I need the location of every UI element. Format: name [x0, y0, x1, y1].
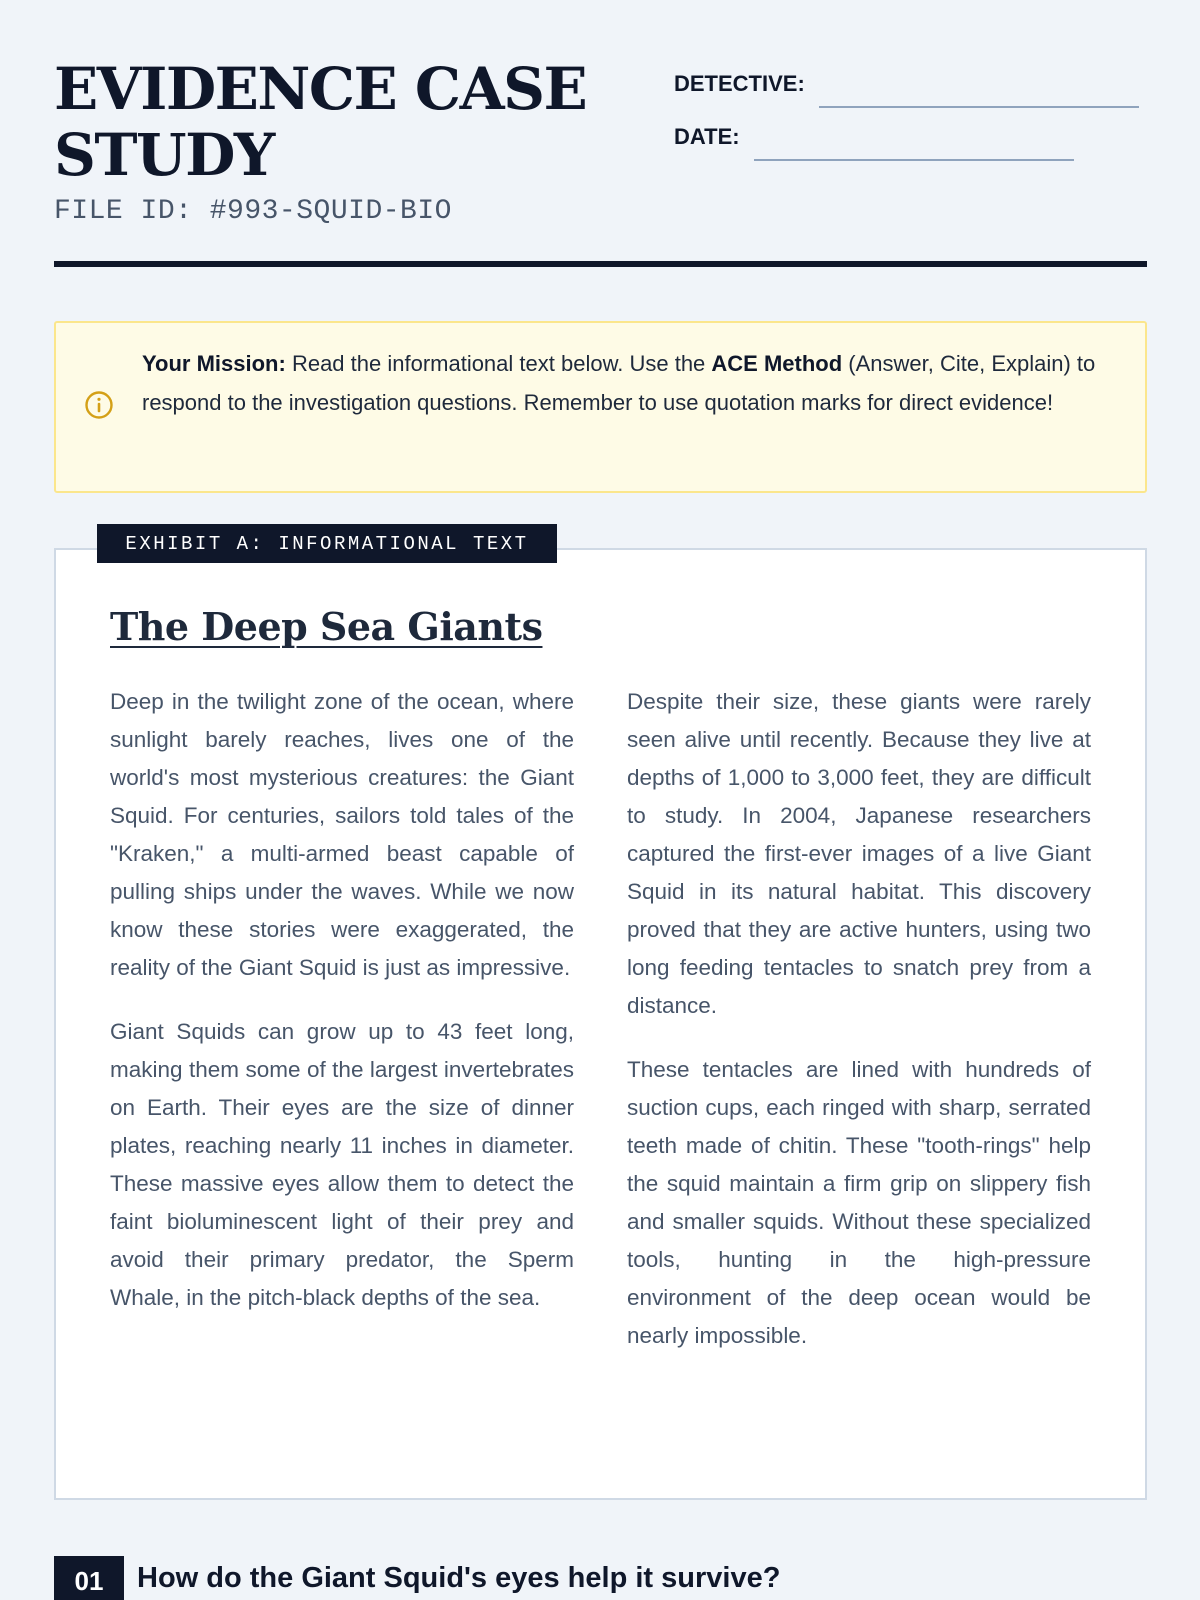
text-column-left [110, 683, 574, 1343]
text-column-right [627, 683, 1091, 1381]
exhibit-tab: EXHIBIT A: INFORMATIONAL TEXT [97, 524, 557, 563]
date-field-row [674, 109, 1147, 162]
question-number-badge: 01 [54, 1556, 124, 1600]
mission-lead: Your Mission: [142, 351, 286, 376]
student-info-fields [674, 56, 1147, 162]
page-title [54, 56, 614, 188]
detective-field[interactable] [819, 76, 1139, 108]
exhibit-title: The Deep Sea Giants [110, 604, 543, 649]
detective-label: DETECTIVE: [674, 71, 805, 96]
mission-text [142, 345, 1122, 422]
date-label: DATE: [674, 124, 740, 149]
detective-field-row [674, 56, 1147, 109]
mission-callout [54, 321, 1147, 493]
page-title-line2: STUDY [54, 121, 274, 189]
info-icon [84, 390, 114, 420]
paragraph: These tentacles are lined with hundreds of suction cups, each ringed with sharp, serrated teeth made of chitin. These "tooth-rings" help the squid maintain a firm grip on slippery fish and smaller squids. Without these specialized tools, hunting in the high-pressure environment of the deep ocean would be nearly impossible. [627, 1057, 1091, 1348]
paragraph: Despite their size, these giants were rarely seen alive until recently. Because they live at depths of 1,000 to 3,000 feet, they are difficult to study. In 2004, Japanese researchers captured the first-ever images of a live Giant Squid in its natural habitat. This discovery proved that they are active hunters, using two long feeding tentacles to snatch prey from a distance. [627, 689, 1091, 1018]
date-field[interactable] [754, 129, 1074, 161]
file-id: FILE ID: #993-SQUID-BIO [54, 196, 452, 227]
paragraph: Giant Squids can grow up to 43 feet long, making them some of the largest invertebrates on Earth. Their eyes are the size of dinner plates, reaching nearly 11 inches in diameter. These massive eyes allow them to detect the faint bioluminescent light of their prey and avoid their primary predator, the Sperm Whale, in the pitch-black depths of the sea. [110, 1019, 574, 1310]
mission-text-part2: (Answer, Cite, Explain) to respond to the investigation questions. Remember to use quotation marks for direct evidence! [142, 351, 1096, 415]
page-header [54, 56, 1147, 268]
header-divider [54, 261, 1147, 267]
question-text: How do the Giant Squid's eyes help it survive? [137, 1562, 781, 1594]
paragraph: Deep in the twilight zone of the ocean, where sunlight barely reaches, lives one of the world's most mysterious creatures: the Giant Squid. For centuries, sailors told tales of the "Kraken," a multi-armed beast capable of pulling ships under the waves. While we now know these stories were exaggerated, the reality of the Giant Squid is just as impressive. [110, 689, 574, 980]
ace-method: ACE Method [711, 351, 843, 376]
title-block [54, 56, 614, 227]
page-title-line1: EVIDENCE CASE [54, 55, 587, 123]
mission-text-part1: Read the informational text below. Use the [285, 351, 712, 376]
